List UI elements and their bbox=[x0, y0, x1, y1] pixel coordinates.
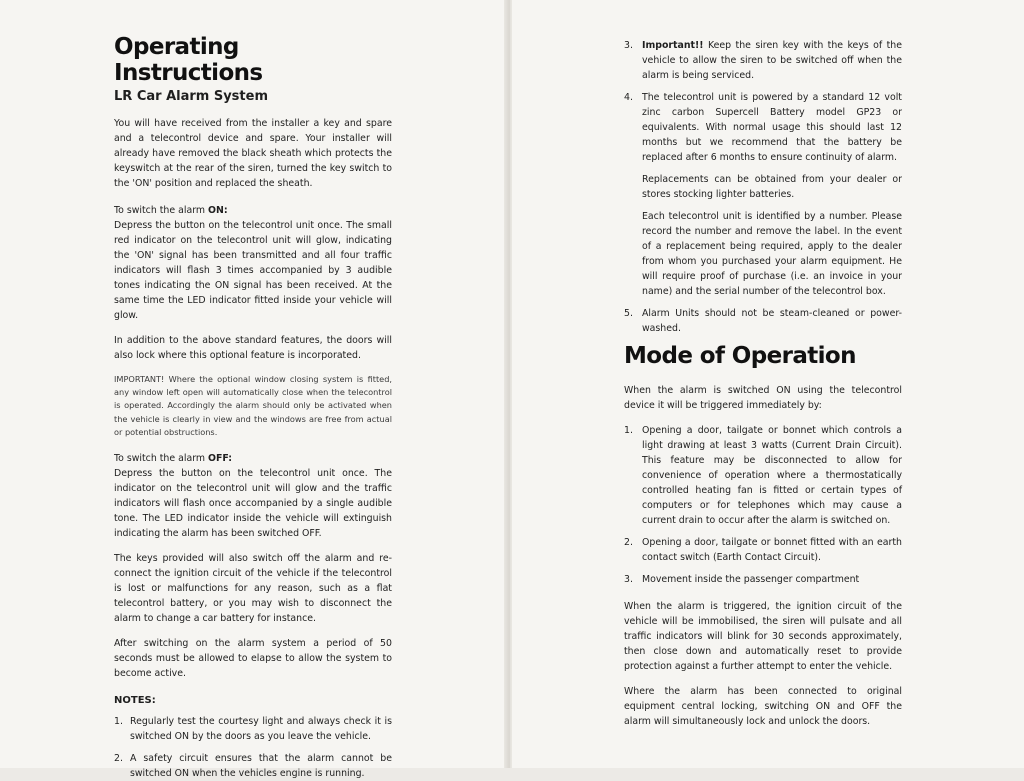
triggered-paragraph: When the alarm is triggered, the ignition circuit of the vehicle will be immobilised, the siren will pulsate and all traffic indicators will blink for 30 seconds approximately, then close down and automatically reset to provide protection against a further attempt to enter the vehicle. bbox=[624, 601, 902, 672]
switch-on-lead: To switch the alarm bbox=[114, 205, 206, 216]
trigger-number: 2. bbox=[624, 537, 633, 548]
note-text: The telecontrol unit is powered by a standard 12 volt zinc carbon Supercell Battery model GP23 or equivalents. With normal usage this should last 12 months but we recommend that the battery be replaced after 6 months to ensure continuity of alarm. bbox=[642, 92, 902, 163]
note-text: Regularly test the courtesy light and always check it is switched ON by the doors as you leave the vehicle. bbox=[130, 716, 392, 743]
keys-paragraph: The keys provided will also switch off the alarm and re-connect the ignition circuit of the vehicle if the telecontrol is lost or malfunctions for any reason, such as a flat telecontrol battery, or you may wish to disconnect the alarm to change a car battery for instance. bbox=[114, 553, 392, 625]
identification-paragraph: Each telecontrol unit is identified by a number. Please record the number and remove the label. In the event of a replacement being required, apply to the dealer from whom you purchased your alarm equipment. He will require proof of purchase (i.e. an invoice in your name) and the serial number of the telecontrol box. bbox=[642, 211, 902, 297]
switch-off-keyword: OFF: bbox=[208, 453, 233, 465]
mode-intro-paragraph: When the alarm is switched ON using the telecontrol device it will be triggered immediately by: bbox=[624, 385, 902, 411]
note-number: 2. bbox=[114, 753, 123, 765]
list-item bbox=[624, 38, 902, 83]
intro-paragraph: You will have received from the installer a key and spare and a telecontrol device and spare. Your installer will already have removed the black sheath which protects the keyswitch at the rear of the siren, turned the key switch to the 'ON' position and replaced the sheath. bbox=[114, 118, 392, 189]
central-locking-paragraph: Where the alarm has been connected to original equipment central locking, switching ON and OFF the alarm will simultaneously lock and unlock the doors. bbox=[624, 686, 902, 727]
notes-list-continued bbox=[624, 38, 902, 165]
list-item bbox=[624, 423, 902, 528]
note-number: 1. bbox=[114, 716, 123, 728]
trigger-text: Movement inside the passenger compartment bbox=[642, 574, 860, 585]
list-item bbox=[624, 535, 902, 565]
switch-on-keyword: ON: bbox=[208, 205, 228, 216]
list-item bbox=[114, 714, 392, 744]
triggers-list bbox=[624, 423, 902, 587]
replacements-paragraph: Replacements can be obtained from your dealer or stores stocking lighter batteries. bbox=[642, 174, 902, 200]
page-subtitle: LR Car Alarm System bbox=[114, 89, 268, 104]
important-paragraph: IMPORTANT! Where the optional window closing system is fitted, any window left open will automatically close when the telecontrol is operated. Accordingly the alarm should only be activated when the vehicle is clearly in view and the windows are free from actual or potential obstructions. bbox=[114, 374, 392, 437]
section-title: Mode of Operation bbox=[624, 343, 856, 369]
important-label: Important!! bbox=[642, 40, 704, 51]
after-switching-paragraph: After switching on the alarm system a period of 50 seconds must be allowed to elapse to allow the system to become active. bbox=[114, 638, 392, 680]
list-item bbox=[624, 306, 902, 336]
note-number: 3. bbox=[624, 40, 633, 51]
notes-list-end bbox=[624, 306, 902, 336]
switch-off-paragraph: Depress the button on the telecontrol unit once. The indicator on the telecontrol unit will glow and the traffic indicators will flash once accompanied by a single audible tone. The LED indicator inside the vehicle will extinguish indicating the alarm has been switched OFF. bbox=[114, 468, 392, 540]
doors-paragraph: In addition to the above standard features, the doors will also lock where this optional feature is incorporated. bbox=[114, 335, 392, 361]
list-item bbox=[624, 90, 902, 165]
list-item bbox=[624, 572, 902, 587]
note-text: A safety circuit ensures that the alarm cannot be switched ON when the vehicles engine is running. bbox=[130, 753, 392, 780]
right-page bbox=[512, 0, 1024, 768]
trigger-number: 3. bbox=[624, 574, 633, 585]
left-page bbox=[0, 0, 508, 780]
list-item bbox=[114, 751, 392, 781]
switch-off-lead: To switch the alarm bbox=[114, 453, 206, 465]
trigger-number: 1. bbox=[624, 425, 633, 436]
note-text: Alarm Units should not be steam-cleaned or power-washed. bbox=[642, 308, 902, 334]
note-text: Keep the siren key with the keys of the vehicle to allow the siren to be switched off when the alarm is being serviced. bbox=[642, 40, 902, 81]
switch-off-heading bbox=[114, 451, 392, 466]
note-number: 4. bbox=[624, 92, 633, 103]
notes-list bbox=[114, 714, 392, 781]
switch-on-heading bbox=[114, 203, 392, 218]
trigger-text: Opening a door, tailgate or bonnet which controls a light drawing at least 3 watts (Current Drain Circuit). This feature may be disconnected to allow for convenience of operation where a thermostatically controlled heating fan is fitted or certain types of computers or for telephones which may cause a current drain to occur after the alarm is switched on. bbox=[642, 425, 902, 526]
notes-heading: NOTES: bbox=[114, 695, 156, 707]
page-title: Operating Instructions bbox=[114, 34, 263, 86]
switch-on-paragraph: Depress the button on the telecontrol unit once. The small red indicator on the telecontrol unit will glow, indicating the 'ON' signal has been transmitted and all four traffic indicators will flash 3 times accompanied by 3 audible tones indicating the ON signal has been received. At the same time the LED indicator fitted inside your vehicle will glow. bbox=[114, 220, 392, 321]
trigger-text: Opening a door, tailgate or bonnet fitted with an earth contact switch (Earth Contact Circuit). bbox=[642, 537, 902, 563]
note-number: 5. bbox=[624, 308, 633, 319]
